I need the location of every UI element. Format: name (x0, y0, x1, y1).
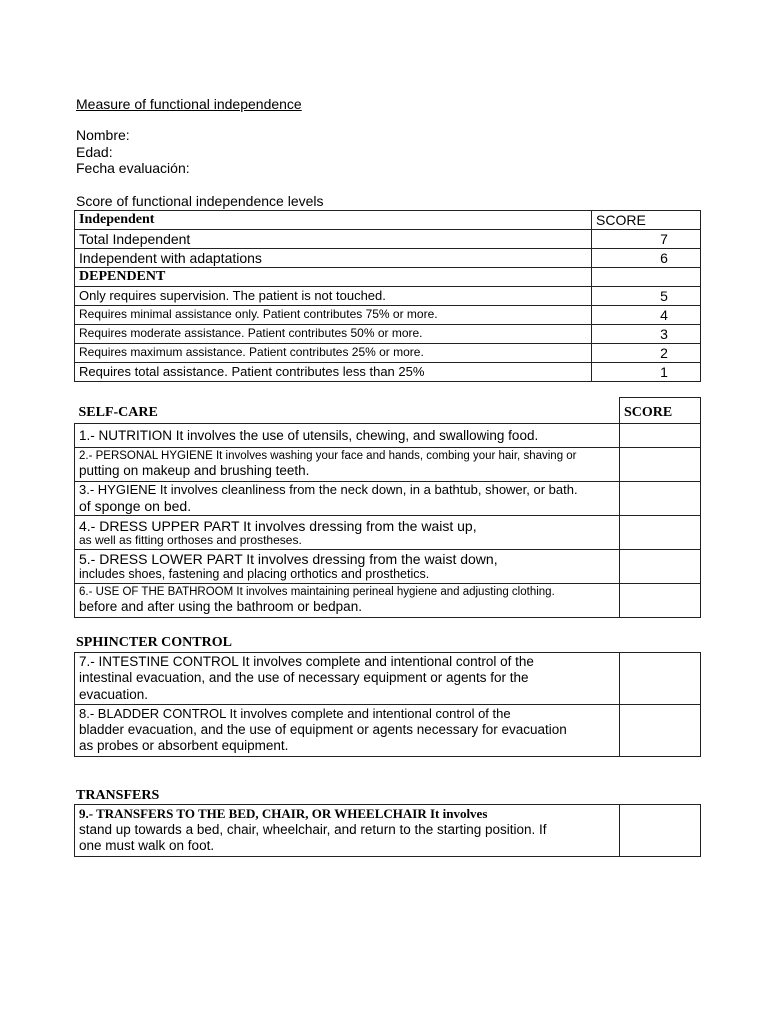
score-input-cell[interactable] (620, 584, 701, 618)
levels-caption: Score of functional independence levels (76, 193, 324, 209)
item-text-cont: putting on makeup and brushing teeth. (79, 463, 310, 479)
sphincter-title: SPHINCTER CONTROL (76, 635, 232, 650)
selfcare-item (75, 584, 620, 618)
item-text: 9.- TRANSFERS TO THE BED, CHAIR, OR WHEELCHAIR It involves (79, 806, 488, 822)
level-score: 1 (592, 363, 701, 382)
score-input-cell[interactable] (620, 516, 701, 550)
score-input-cell[interactable] (620, 805, 701, 857)
table-row (75, 363, 701, 382)
item-text-cont: bladder evacuation, and the use of equipment or agents necessary for evacuation (79, 721, 567, 737)
table-row (75, 516, 701, 550)
table-row (75, 550, 701, 584)
table-row (75, 584, 701, 618)
item-text-cont: includes shoes, fastening and placing orthotics and prosthetics. (79, 567, 430, 582)
item-text-cont: as probes or absorbent equipment. (79, 738, 289, 754)
item-text: 8.- BLADDER CONTROL It involves complete and intentional control of the (79, 706, 511, 722)
table-row (75, 482, 701, 516)
transfers-item (75, 805, 620, 857)
table-row (75, 268, 701, 287)
level-score: 6 (592, 249, 701, 268)
independent-header: Independent (75, 211, 592, 230)
level-label: Only requires supervision. The patient is not touched. (75, 287, 592, 306)
score-input-cell[interactable] (620, 653, 701, 705)
level-score: 3 (592, 325, 701, 344)
table-row (75, 230, 701, 249)
selfcare-item (75, 424, 620, 448)
table-row (75, 448, 701, 482)
table-row (75, 325, 701, 344)
selfcare-item (75, 550, 620, 584)
level-score: 2 (592, 344, 701, 363)
item-text-cont: intestinal evacuation, and the use of necessary equipment or agents for the (79, 670, 529, 686)
field-date-label: Fecha evaluación: (76, 160, 190, 176)
sphincter-table (74, 652, 701, 757)
score-input-cell[interactable] (620, 424, 701, 448)
level-label: Independent with adaptations (75, 249, 592, 268)
selfcare-item (75, 482, 620, 516)
table-row (75, 344, 701, 363)
item-text-cont: of sponge on bed. (79, 497, 192, 514)
selfcare-score-header: SCORE (620, 398, 701, 424)
level-label: Total Independent (75, 230, 592, 249)
document-title: Measure of functional independence (76, 96, 302, 112)
selfcare-title: SELF-CARE (75, 398, 620, 424)
score-input-cell[interactable] (620, 705, 701, 757)
level-label: Requires maximum assistance. Patient contributes 25% or more. (75, 344, 592, 363)
item-text: 3.- HYGIENE It involves cleanliness from the neck down, in a bathtub, shower, or bath. (79, 481, 578, 497)
score-input-cell[interactable] (620, 448, 701, 482)
selfcare-item (75, 448, 620, 482)
sphincter-item (75, 653, 620, 705)
level-score: 7 (592, 230, 701, 249)
item-text: 1.- NUTRITION It involves the use of utensils, chewing, and swallowing food. (79, 427, 539, 443)
table-row (75, 287, 701, 306)
item-text: 4.- DRESS UPPER PART It involves dressing from the waist up, (79, 517, 477, 534)
table-row (75, 653, 701, 705)
item-text: 5.- DRESS LOWER PART It involves dressing from the waist down, (79, 551, 498, 568)
item-text-cont: as well as fitting orthoses and prostheses. (79, 532, 302, 547)
item-text-cont: stand up towards a bed, chair, wheelchair, and return to the starting position. If (79, 821, 547, 837)
table-row (75, 805, 701, 857)
item-text-cont: before and after using the bathroom or bedpan. (79, 599, 362, 615)
item-text: 7.- INTESTINE CONTROL It involves complete and intentional control of the (79, 653, 534, 669)
levels-table (74, 210, 701, 382)
item-text-cont: one must walk on foot. (79, 838, 215, 854)
table-row (75, 705, 701, 757)
field-age-label: Edad: (76, 144, 113, 160)
empty-cell (592, 268, 701, 287)
item-text: 2.- PERSONAL HYGIENE It involves washing your face and hands, combing your hair, shaving or (79, 450, 577, 463)
table-row (75, 211, 701, 230)
sphincter-item (75, 705, 620, 757)
table-row (75, 398, 701, 424)
table-row (75, 424, 701, 448)
level-score: 5 (592, 287, 701, 306)
item-text: 6.- USE OF THE BATHROOM It involves maintaining perineal hygiene and adjusting clothing. (79, 586, 555, 599)
item-text-cont: evacuation. (79, 686, 149, 702)
selfcare-table (74, 397, 701, 618)
table-row (75, 249, 701, 268)
transfers-title: TRANSFERS (76, 788, 160, 803)
dependent-header: DEPENDENT (75, 268, 592, 287)
score-input-cell[interactable] (620, 482, 701, 516)
selfcare-item (75, 516, 620, 550)
level-label: Requires total assistance. Patient contributes less than 25% (75, 363, 592, 382)
level-label: Requires moderate assistance. Patient contributes 50% or more. (75, 325, 592, 344)
score-input-cell[interactable] (620, 550, 701, 584)
score-header: SCORE (592, 211, 701, 230)
transfers-table (74, 804, 701, 857)
table-row (75, 306, 701, 325)
level-label: Requires minimal assistance only. Patient contributes 75% or more. (75, 306, 592, 325)
field-name-label: Nombre: (76, 127, 130, 143)
level-score: 4 (592, 306, 701, 325)
